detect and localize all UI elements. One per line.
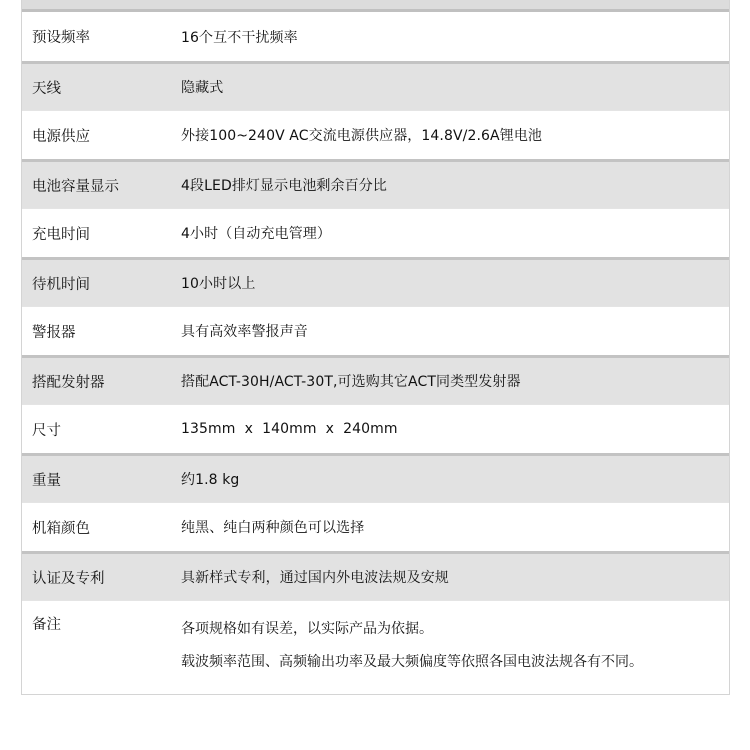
notes-lines [181, 613, 643, 679]
notes-line: 载波频率范围、高频输出功率及最大频偏度等依照各国电波法规各有不同。 [181, 654, 643, 670]
spec-row-power-supply [22, 110, 729, 159]
spec-value: 4小时（自动充电管理） [181, 226, 332, 242]
spec-value: 135mm x 140mm x 240mm [181, 421, 398, 437]
spec-label: 充电时间 [32, 226, 90, 243]
spec-label: 机箱颜色 [32, 520, 90, 537]
spec-label: 认证及专利 [32, 570, 105, 587]
spec-value: 具有高效率警报声音 [181, 324, 308, 340]
spec-label: 预设频率 [32, 30, 90, 46]
spec-value: 外接100~240V AC交流电源供应器，14.8V/2.6A锂电池 [181, 128, 543, 144]
table-top-strip [22, 0, 729, 12]
spec-value: 纯黑、纯白两种颜色可以选择 [181, 520, 365, 536]
notes-label: 备注 [32, 617, 61, 633]
spec-row-transmitter [22, 355, 729, 404]
spec-value: 隐藏式 [181, 80, 224, 96]
spec-label: 重量 [32, 472, 61, 489]
spec-row-weight [22, 453, 729, 502]
spec-row-antenna [22, 61, 729, 110]
spec-label: 电源供应 [32, 128, 90, 145]
spec-label: 电池容量显示 [32, 178, 119, 195]
spec-row-charge-time [22, 208, 729, 257]
spec-table [21, 0, 730, 695]
spec-value: 10小时以上 [181, 276, 256, 292]
spec-label: 天线 [32, 80, 61, 97]
spec-row-dimensions [22, 404, 729, 453]
spec-label: 尺寸 [32, 422, 61, 439]
notes-line: 各项规格如有误差，以实际产品为依据。 [181, 621, 433, 637]
spec-value: 16个互不干扰频率 [181, 29, 298, 46]
spec-row-case-color [22, 502, 729, 551]
spec-label: 警报器 [32, 324, 76, 341]
spec-row-standby-time [22, 257, 729, 306]
spec-row-preset-frequency [22, 12, 729, 61]
spec-label: 搭配发射器 [32, 374, 105, 391]
spec-row-certification [22, 551, 729, 600]
spec-label: 待机时间 [32, 276, 90, 293]
spec-value: 4段LED排灯显示电池剩余百分比 [181, 178, 387, 194]
spec-row-notes [22, 600, 729, 695]
spec-value: 约1.8 kg [181, 472, 240, 488]
spec-value: 具新样式专利，通过国内外电波法规及安规 [181, 570, 449, 586]
spec-row-battery-display [22, 159, 729, 208]
spec-row-alarm [22, 306, 729, 355]
spec-value: 搭配ACT-30H/ACT-30T,可选购其它ACT同类型发射器 [181, 374, 521, 390]
